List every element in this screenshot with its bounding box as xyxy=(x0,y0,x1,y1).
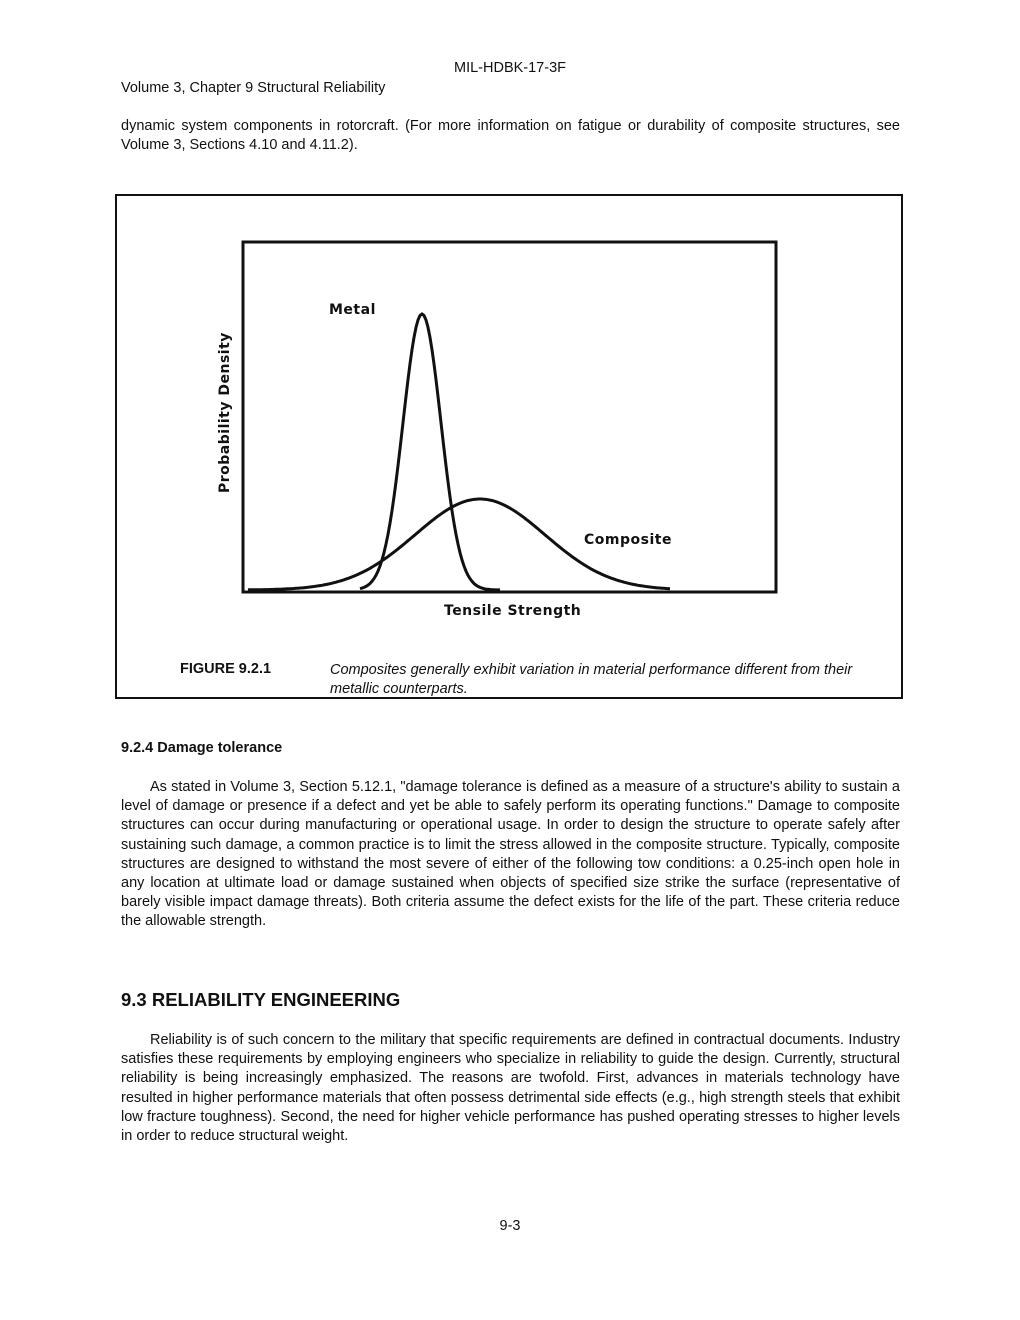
figure-label: FIGURE 9.2.1 xyxy=(180,661,272,677)
reliability-paragraph: Reliability is of such concern to the military that specific requirements are defined in contractual documents. Industry satisfies these requirements by employing engineers who specialize in reliability to guide the design. Currently, structural reliability is being increasingly emphasized. The reasons are twofold. First, advances in materials technology have resulted in higher performance materials that often possess detrimental side effects (e.g., high strength steels that exhibit low fracture toughness). Second, the need for higher vehicle performance has pushed operating stresses to higher levels in order to reduce structural weight. xyxy=(121,1032,900,1145)
distribution-chart xyxy=(200,230,800,630)
section-heading-reliability-engineering: 9.3 RELIABILITY ENGINEERING xyxy=(121,989,401,1010)
page-number: 9-3 xyxy=(499,1218,521,1234)
x-axis-label: Tensile Strength xyxy=(444,603,582,619)
y-axis-label: Probability Density xyxy=(217,332,233,493)
metal-curve xyxy=(360,314,500,590)
plot-frame xyxy=(243,242,776,592)
metal-series-label: Metal xyxy=(329,302,376,318)
figure-caption: Composites generally exhibit variation in material performance different from their metallic counterparts. xyxy=(330,662,853,697)
document-id: MIL-HDBK-17-3F xyxy=(454,60,566,76)
section-heading-damage-tolerance: 9.2.4 Damage tolerance xyxy=(121,740,283,756)
intro-paragraph: dynamic system components in rotorcraft. (For more information on fatigue or durability of composite structures, see Volume 3, Sections 4.10 and 4.11.2). xyxy=(121,118,900,154)
composite-series-label: Composite xyxy=(584,532,672,548)
damage-tolerance-paragraph: As stated in Volume 3, Section 5.12.1, "damage tolerance is defined as a measure of a structure's ability to sustain a level of damage or presence if a defect and yet be able to safely perform its operating functions." Damage to composite structures can occur during manufacturing or operational usage. In order to design the structure to operate safely after sustaining such damage, a common practice is to limit the stress allowed in the composite structure. Typically, composite structures are designed to withstand the most severe of either of the following tow conditions: a 0.25-inch open hole in any location at ultimate load or damage sustained when objects of specified size strike the surface (representative of barely visible impact damage threats). Both criteria assume the defect exists for the life of the part. These criteria reduce the allowable strength. xyxy=(121,779,900,930)
chapter-title: Volume 3, Chapter 9 Structural Reliability xyxy=(121,80,386,96)
